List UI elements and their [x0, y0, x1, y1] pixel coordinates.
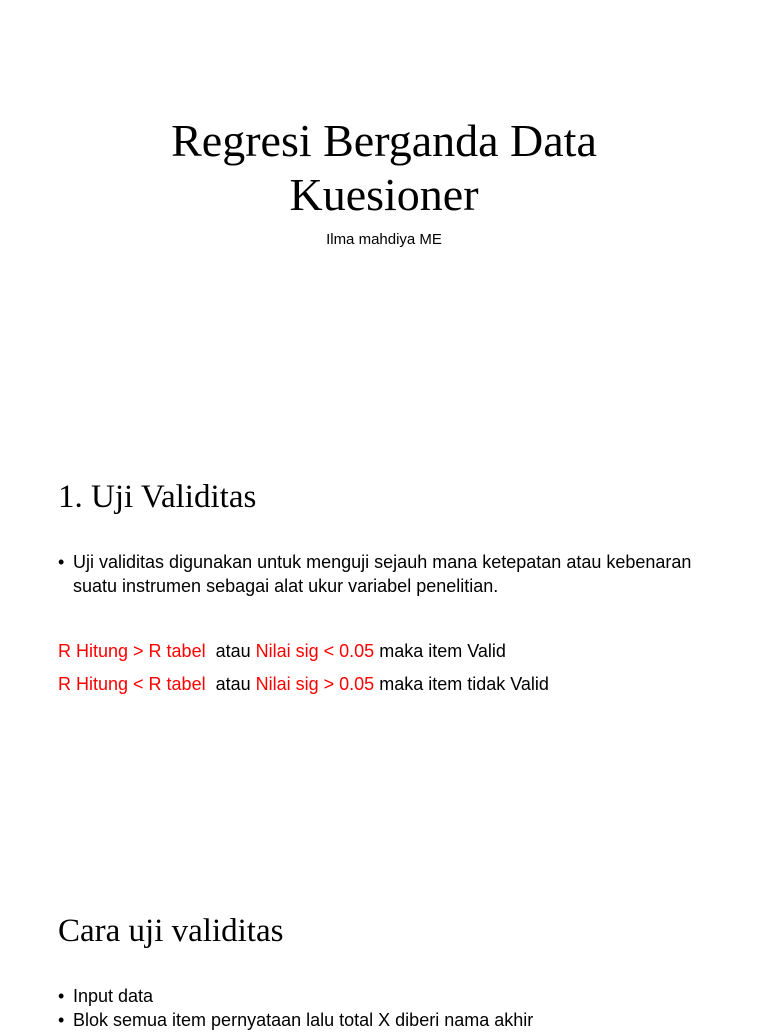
title-slide — [0, 0, 768, 432]
presentation-title — [0, 114, 768, 222]
rule-sig-condition: Nilai sig > 0.05 — [255, 674, 375, 694]
title-line-1: Regresi Berganda Data — [171, 115, 597, 166]
rule-connector: atau — [205, 674, 256, 694]
list-item — [58, 1008, 718, 1032]
rule-result: maka item tidak Valid — [374, 674, 549, 694]
bullet-list — [58, 984, 718, 1032]
rule-r-condition: R Hitung > R tabel — [58, 641, 206, 661]
bullet-icon: • — [58, 986, 65, 1006]
rule-connector: atau — [205, 641, 256, 661]
slide-heading: Cara uji validitas — [58, 913, 284, 949]
bullet-list — [58, 550, 718, 598]
list-item-text: Blok semua item pernyataan lalu total X diberi nama akhir — [73, 1010, 534, 1030]
list-item — [58, 984, 718, 1008]
list-item-text: Uji validitas digunakan untuk menguji sejauh mana ketepatan atau kebenaran suatu instrumen sebagai alat ukur variabel penelitian. — [73, 552, 692, 596]
bullet-icon: • — [58, 552, 65, 572]
list-item — [58, 550, 718, 598]
bullet-icon: • — [58, 1010, 65, 1030]
validity-rule-invalid — [58, 672, 549, 696]
validity-test-slide — [0, 432, 768, 864]
author-subtitle: Ilma mahdiya ME — [326, 231, 442, 248]
validity-rule-valid — [58, 639, 506, 663]
slide-heading: 1. Uji Validitas — [58, 479, 257, 515]
validity-steps-slide — [0, 864, 768, 1030]
list-item-text: Input data — [73, 986, 154, 1006]
rule-r-condition: R Hitung < R tabel — [58, 674, 206, 694]
title-line-2: Kuesioner — [289, 169, 479, 220]
rule-result: maka item Valid — [374, 641, 506, 661]
rule-sig-condition: Nilai sig < 0.05 — [255, 641, 375, 661]
